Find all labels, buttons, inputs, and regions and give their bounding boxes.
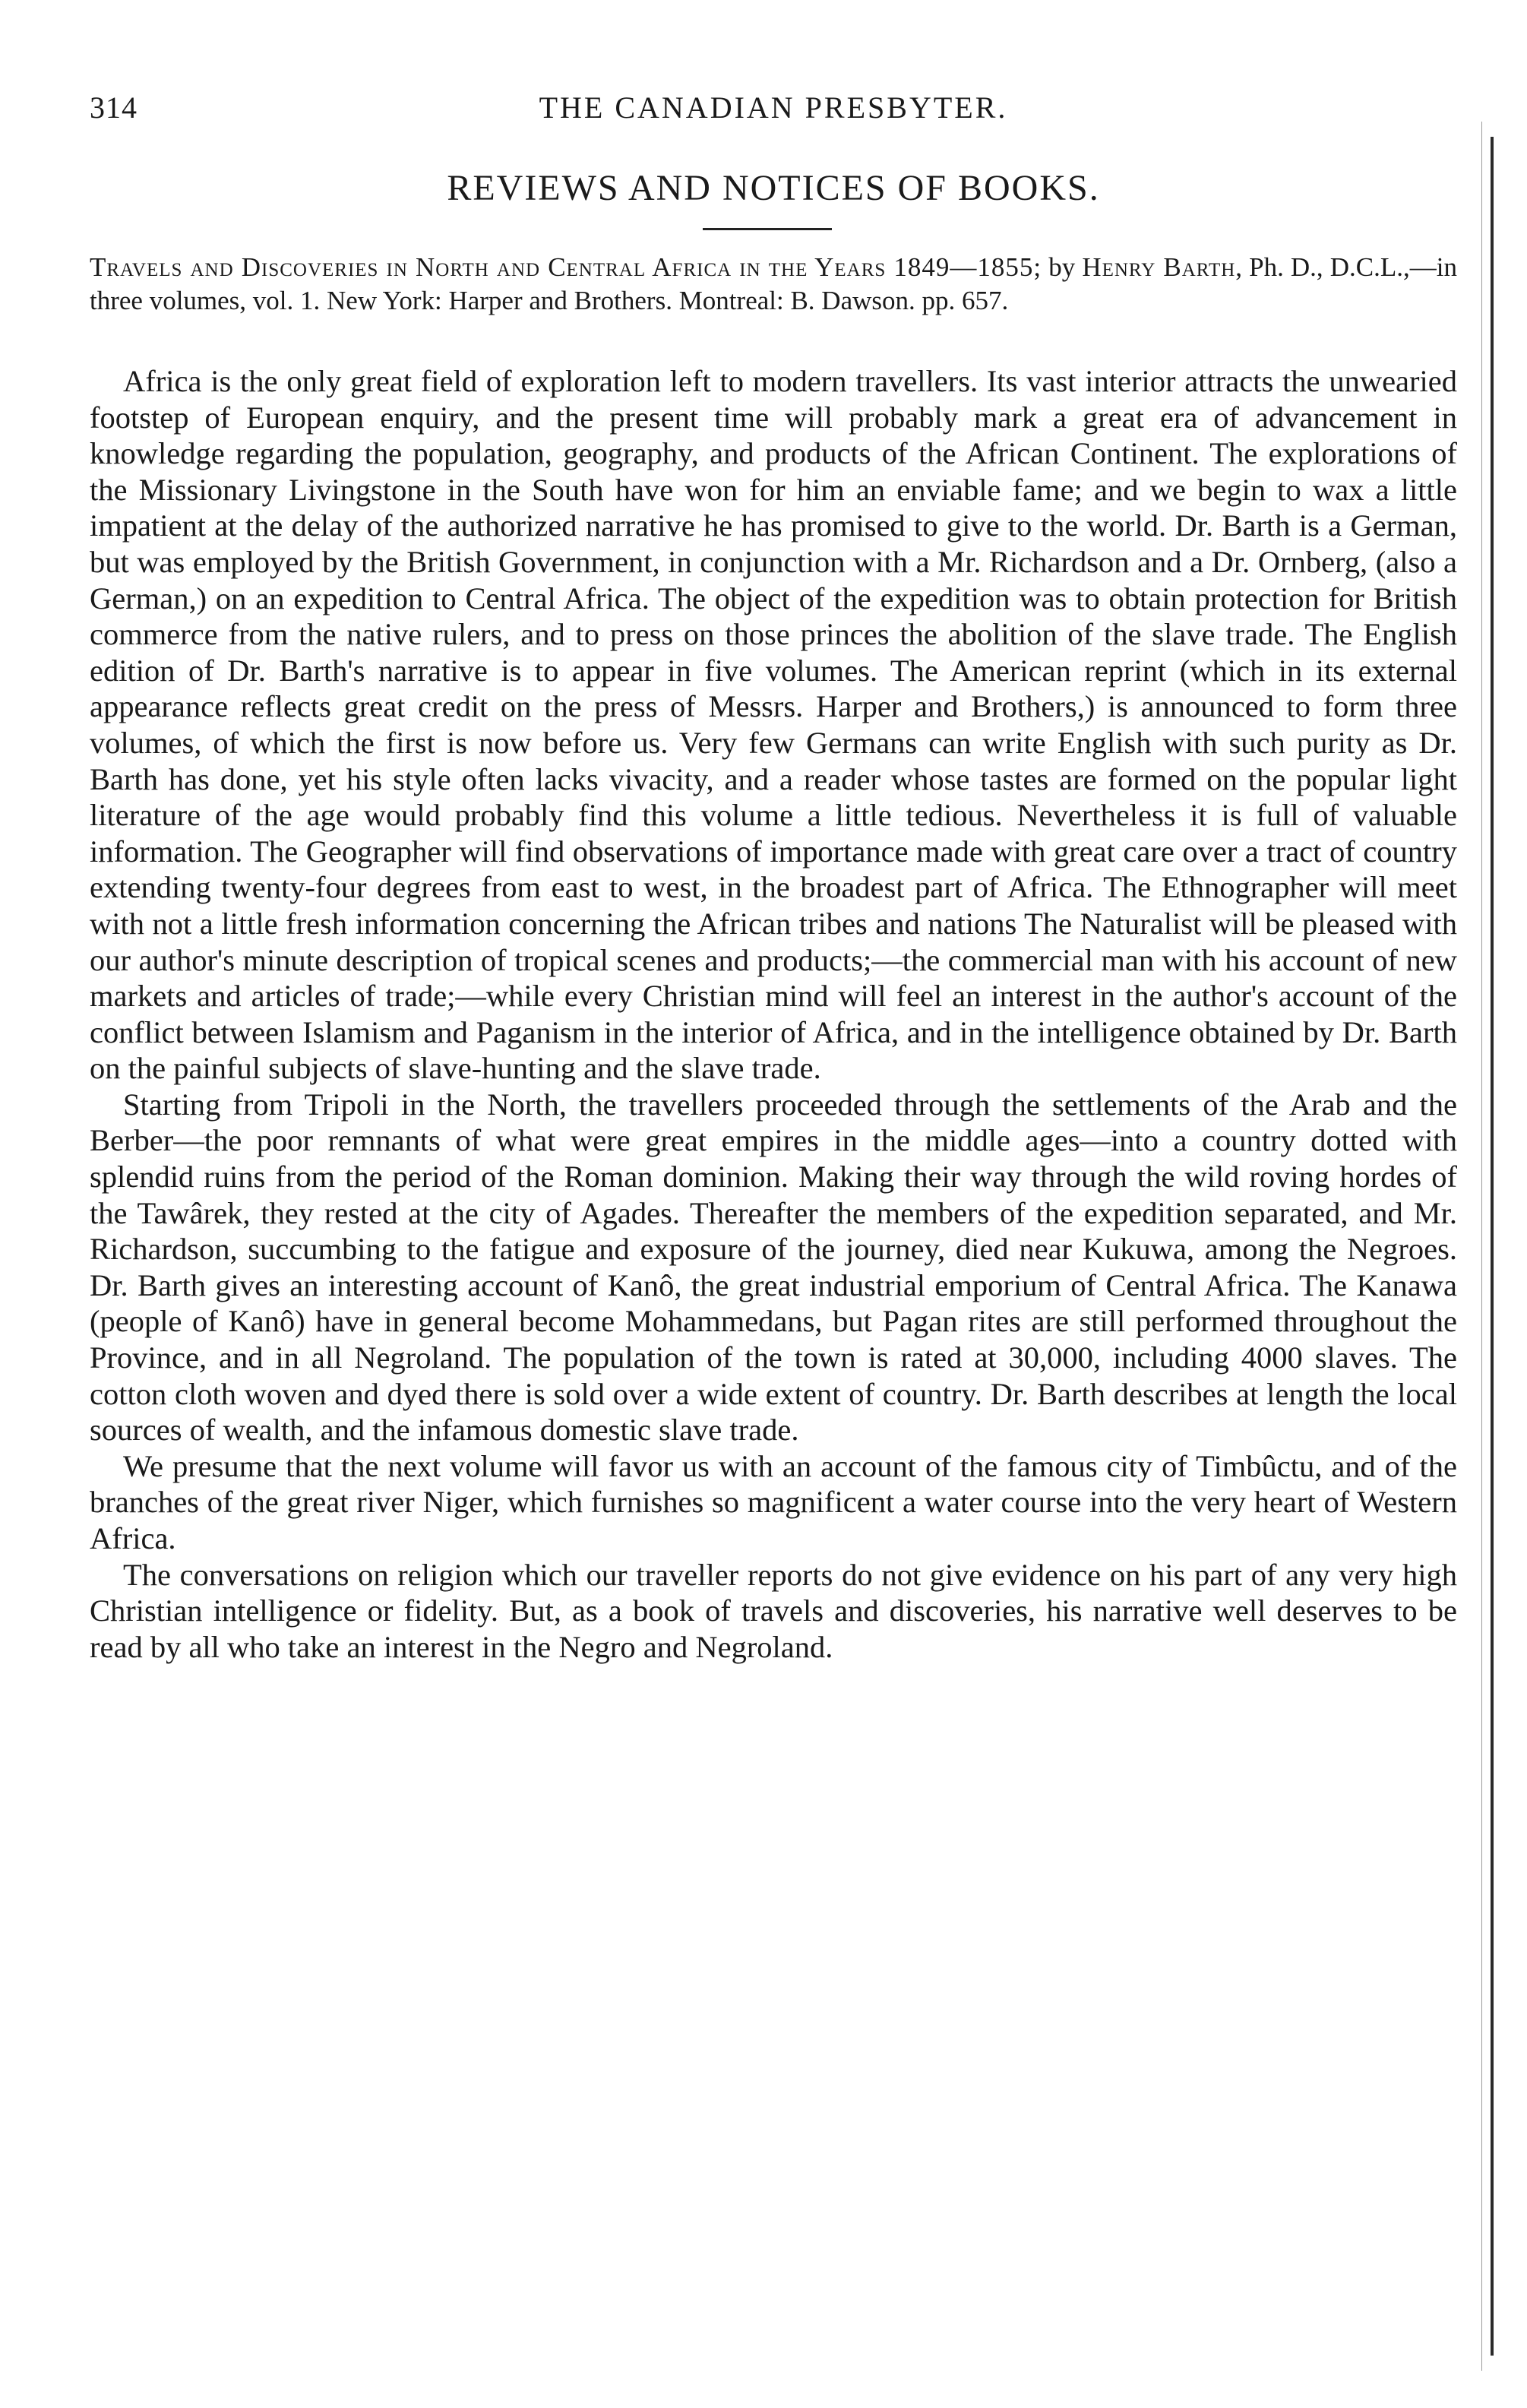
paragraph-2: Starting from Tripoli in the North, the travellers proceeded through the settlements of the Arab and the Berber—the poor remnants of what were great empires in the middle ages—into a country dotted with splendid ruins from the period of the Roman dominion. Making their way through the wild roving hordes of the Tawârek, they rested at the city of Agades. Thereafter the members of the expedition separated, and Mr. Richardson, succumbing to the fatigue and exposure of the journey, died near Kukuwa, among the Negroes. Dr. Barth gives an interesting account of Kanô, the great industrial emporium of Central Africa. The Kanawa (people of Kanô) have in general become Mohammedans, but Pagan rites are still performed throughout the Province, and in all Negroland. The population of the town is rated at 30,000, including 4000 slaves. The cotton cloth woven and dyed there is sold over a wide extent of country. Dr. Barth describes at length the local sources of wealth, and the infamous domestic slave trade.: [90, 1087, 1457, 1448]
citation-details: , Ph. D., D.C.L.,—in three volumes, vol. 1. New York: Harper and Brothers. Montreal: B. Dawson. pp. 657.: [90, 252, 1457, 315]
running-head: [90, 90, 1457, 135]
review-body: [90, 363, 1457, 1665]
page-number: 314: [90, 90, 138, 125]
citation-title: Travels and Discoveries in North and Central Africa in the Years 1849—1855;: [90, 252, 1042, 282]
section-heading: REVIEWS AND NOTICES OF BOOKS.: [447, 168, 1100, 208]
heading-rule: [703, 228, 832, 230]
journal-title: THE CANADIAN PRESBYTER.: [539, 90, 1008, 125]
paragraph-4: The conversations on religion which our traveller reports do not give evidence on his part of any very high Christian intelligence or fidelity. But, as a book of travels and discoveries, his narrative well deserves to be read by all who take an interest in the Negro and Negroland.: [90, 1557, 1457, 1664]
paragraph-1: Africa is the only great field of exploration left to modern travellers. Its vast interior attracts the unwearied footstep of European enquiry, and the present time will probably mark a great era of advancement in knowledge regarding the population, geography, and products of the African Continent. The explorations of the Missionary Livingstone in the South have won for him an enviable fame; and we begin to wax a little impatient at the delay of the authorized narrative he has promised to give to the world. Dr. Barth is a German, but was employed by the British Government, in conjunction with a Mr. Richardson and a Dr. Ornberg, (also a German,) on an expedition to Central Africa. The object of the expedition was to obtain protection for British commerce from the native rulers, and to press on those princes the abolition of the slave trade. The English edition of Dr. Barth's narrative is to appear in five volumes. The American reprint (which in its external appearance reflects great credit on the press of Messrs. Harper and Brothers,) is announced to form three volumes, of which the first is now before us. Very few Germans can write English with such purity as Dr. Barth has done, yet his style often lacks vivacity, and a reader whose tastes are formed on the popular light literature of the age would probably find this volume a little tedious. Nevertheless it is full of valuable information. The Geographer will find observations of importance made with great care over a tract of country extending twenty-four degrees from east to west, in the broadest part of Africa. The Ethnographer will meet with not a little fresh information concerning the African tribes and nations The Naturalist will be pleased with our author's minute description of tropical scenes and products;—the commercial man with his account of new markets and articles of trade;—while every Christian mind will feel an interest in the author's account of the conflict between Islamism and Paganism in the interior of Africa, and in the intelligence obtained by Dr. Barth on the painful subjects of slave-hunting and the slave trade.: [90, 364, 1457, 1086]
book-citation: [90, 251, 1457, 318]
margin-rule: [1491, 137, 1494, 2356]
citation-author: Henry Barth: [1082, 252, 1236, 282]
margin-rule-thin: [1481, 122, 1482, 2371]
citation-by: by: [1048, 252, 1076, 282]
paragraph-3: We presume that the next volume will favor us with an account of the famous city of Timbûctu, and of the branches of the great river Niger, which furnishes so magnificent a water course into the very heart of Western Africa.: [90, 1448, 1457, 1555]
